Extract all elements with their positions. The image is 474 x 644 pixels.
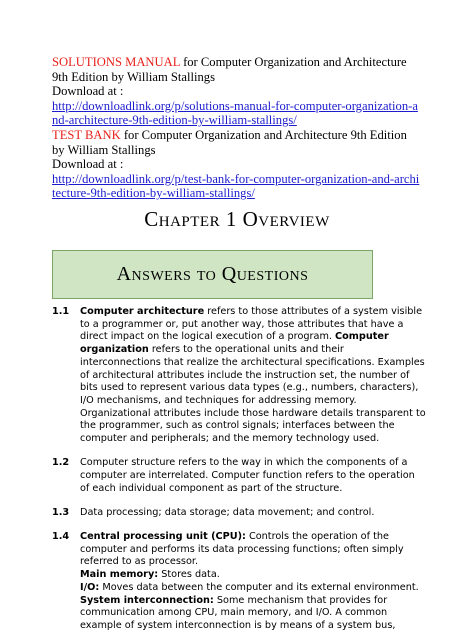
answer-number: 1.4 [52,531,70,543]
download-label-2: Download at : [52,157,124,172]
answer-1-3 [52,507,427,520]
answer-number: 1.3 [52,506,70,518]
testbank-line [52,128,422,157]
answer-text: Computer architecture refers to those attributes of a system visible to a programmer or, put another way, those attributes that have a direct impact on the logical execution of a program. Computer organization refers to the operational units and their interconnections that realize the architectural specifications. Examples of architectural attributes include the instruction set, the number of bits used to represent various data types (e.g., numbers, characters), I/O mechanisms, and techniques for addressing memory. Organizational attributes include those hardware details transparent to the programmer, such as control signals; interfaces between the computer and peripherals; and the memory technology used. [80,306,426,445]
solutions-download-link[interactable]: http://downloadlink.org/p/solutions-manual-for-computer-organization-and-architecture-9th-edition-by-william-stallings/ [52,98,418,128]
download-header [52,55,422,201]
answers-list [52,306,427,644]
testbank-description: for Computer Organization and Architecture 9th Edition by William Stallings [52,127,407,157]
download-label-1: Download at : [52,84,124,99]
answer-number: 1.2 [52,457,70,469]
chapter-label: Chapter [144,207,221,231]
chapter-number: 1 [225,207,237,231]
answers-banner [52,250,373,299]
solutions-line [52,55,422,84]
answers-title: Answers to Questions [116,263,309,285]
test-bank-label: TEST BANK [52,127,121,142]
answer-1-1 [52,306,427,446]
solutions-manual-label: SOLUTIONS MANUAL [52,55,180,69]
answer-text: Computer structure refers to the way in which the components of a computer are interrelated. Computer function refers to the operation of each individual component as part of the structure. [80,457,415,494]
answer-text: Data processing; data storage; data movement; and control. [80,506,375,518]
chapter-title: Overview [242,207,330,231]
answer-1-4 [52,531,427,633]
solutions-description: for Computer Organization and Architecture 9th Edition by William Stallings [52,55,407,84]
answer-1-2 [52,457,427,495]
testbank-download-link[interactable]: http://downloadlink.org/p/test-bank-for-computer-organization-and-architecture-9th-edition-by-william-stallings/ [52,171,420,201]
answer-text: Central processing unit (CPU): Controls the operation of the computer and performs its data processing functions; often simply referred to as processor. Main memory: Stores data. I/O: Moves data between the computer and its external environment. System interconnection: Some mechanism that provides for communication among CPU, main memory, and I/O. A common example of system interconnection is by means of a system bus, [80,531,419,631]
chapter-heading [0,207,474,232]
answer-number: 1.1 [52,306,70,317]
